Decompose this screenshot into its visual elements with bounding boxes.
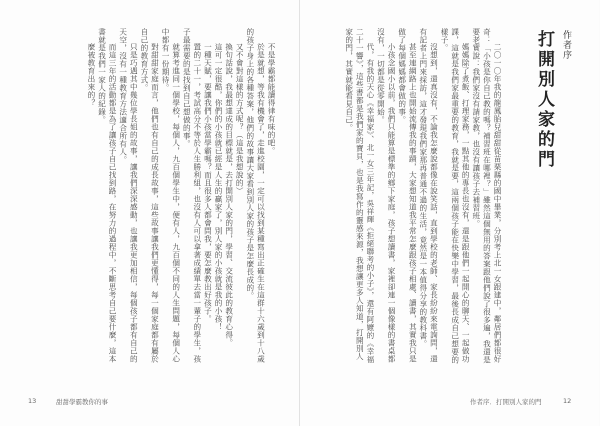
- right-page-text: [318, 28, 502, 366]
- paragraph: 代，有我的天心《幸福家》、北一女三年記，吳祥輝《拒絕聯考的小子》，還有阿嬤的《幸福二十一響》，這些書都是我們家的寶貝，也是我寫作的靈感來源，我想讓更多人知道，打開別人家的門，其實就能看見自己。: [344, 28, 375, 364]
- section-label: 作者序: [561, 30, 571, 60]
- paragraph: 媽媽除了煮飯、打理家務，一點其他的專長也沒有，還是跟他們一起開心的聊天、一起做功課，這就是我們家最重要的教育，我就是要，這兩個孩子能在快樂中學習，最後長成自己想要的樣子。: [440, 28, 471, 364]
- page-title: 打開別人家的門: [534, 30, 554, 170]
- paragraph: 麼被教育出來的？: [86, 43, 96, 108]
- paragraph: 小孩念國小以前，我們只能算是標準的鄉下家庭，孩子想讀書，家裡卻連一個像樣的書桌都沒有，一切都是從零開始。: [376, 28, 397, 364]
- running-footer: 作者序．打開別人家的門: [470, 398, 542, 406]
- running-footer: 甜甜學霸教你的事: [56, 398, 108, 406]
- page-number: 13: [28, 397, 37, 405]
- paragraph: 二〇一〇年我的龍鳳胎兒甜甜從苗栗縣的國中畢業，分別考上北一女跟建中，鄰居們都很好奇：「小孩是你自己教的嗎？補習班在哪裡？」雖然這個無用的答案跟他們說了很多遍，我還是要老實說：我們家沒有請家教，也沒有讓孩子去補習班。: [471, 28, 502, 364]
- left-page-text: [18, 28, 276, 366]
- paragraph: 置的二十一，考試高分不等於人生勝利組，也沒有人可以拿著成績單去當一輩子的學生，孩子最需要的是找到自己想做的事。: [182, 28, 202, 364]
- paragraph: 只是巧遇其中幾位學長姐的故事，讓我們深深感動，也讓我更加相信，每個孩子都有自己的天空，沒有一種教育方法適合所有人。: [118, 28, 139, 364]
- paragraph: 這可一定很酷，你們的小孩就已經是人生的贏家了，別人家的小孩就是我的小孩！: [214, 43, 224, 332]
- paragraph: 於是就想，等我有機會了，走進校園，一定可以找到某種寫出正確生在這群十六歲到十八歲的孩子身上的各種答案，他們的故事讓大家看到別人家的孩子是怎麼長成的。: [245, 28, 266, 364]
- paragraph: 就算考進同一個學校，每個人，九百個學生中，便有人，九百個不同的人生問題，每個人心中都有一份期待。: [161, 28, 181, 364]
- paragraph: 不是學霸都能讀得律有味的吧。: [267, 43, 276, 156]
- paragraph: 換句話說，我最想達成的目標就是，去打開別人家的門，學習、交流彼此的教育心得。: [224, 43, 234, 348]
- paragraph: 一種天賦，要讓我們小孩當學霸嗎？而且很多人都會問我，要怎麼教出好孩子。: [203, 43, 213, 324]
- page-number: 12: [563, 397, 572, 405]
- paragraph: 對甜甜家庭而言，他們也有自己的成長故事，這些故事讓我們更懂得，每一個家庭都有屬於自己的教育方式。: [139, 28, 160, 364]
- paragraph: 又不會對這樣的方式呢？（這是我想說的）: [235, 43, 245, 196]
- paragraph: 甚至連網路上也開始流傳我的事蹟，大家想知道我平常怎麼跟孩子相處、讀書，其實我只是做了每個媽媽都會做的事。: [397, 28, 418, 364]
- paragraph: 沒想到，還真沒有，不論我怎麼說都像在說笑話，直到學校的老師、家長紛紛來電詢問，還有記者上門來採訪，這才發現我們家那再普通不過的生活，竟然是一本值得分享的教科書。: [418, 28, 439, 364]
- paragraph: 而這三年的活動都是為了讓孩子自己找到路，在努力的過程中，不斷思考自己要什麼，這本書就是我們一家人的紀錄。: [97, 28, 118, 364]
